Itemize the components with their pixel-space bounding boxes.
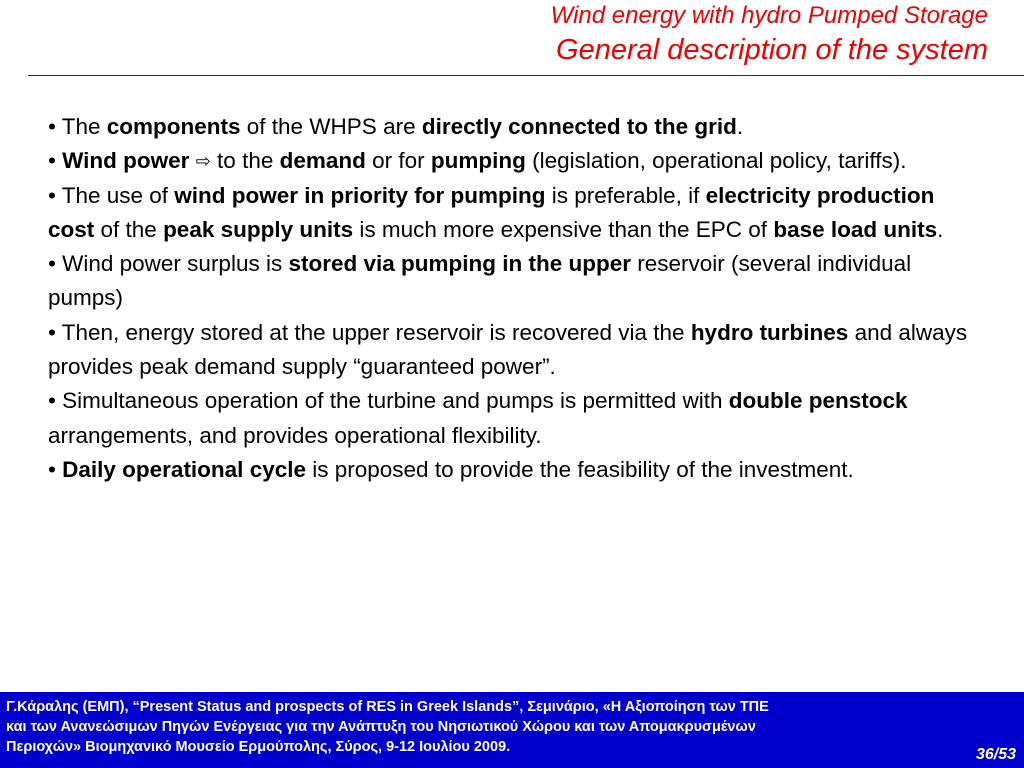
footer-citation: Γ.Κάραλης (ΕΜΠ), “Present Status and prospects of RES in Greek Islands”, Σεμινάριο, «Η Αξιοποίηση των ΤΠΕ και των Ανανεώσιμων Πηγών Ενέργειας για την Ανάπτυξη του Νησιωτικού Χώρου και των Απομακρυσμένων Περιοχών» Βιομηχανικό Μουσείο Ερμούπολης, Σύρος, 9-12 Ιουλίου 2009. (6, 699, 769, 755)
page-number: 36/53 (975, 746, 1016, 763)
footer-bar (0, 692, 1024, 768)
slide-header (551, 0, 988, 68)
arrow-right-icon: ⇨ (195, 151, 211, 172)
bullet-item: • Daily operational cycle is proposed to provide the feasibility of the investment. (48, 456, 854, 482)
bullet-item: • The use of wind power in priority for pumping is preferable, if electricity production cost of the peak supply units is much more expensive than the EPC of base load units. (48, 182, 944, 242)
bullet-item: • Then, energy stored at the upper reservoir is recovered via the hydro turbines and always provides peak demand supply “guaranteed power”. (48, 319, 968, 380)
bullet-item: • Wind power ⇨ to the demand or for pumping (legislation, operational policy, tariffs). (48, 144, 978, 178)
header-divider (28, 75, 1024, 76)
bullet-item: • Simultaneous operation of the turbine and pumps is permitted with double penstock arrangements, and provides operational flexibility. (48, 388, 908, 448)
bullet-list (48, 110, 978, 487)
slide-supertitle: Wind energy with hydro Pumped Storage (550, 2, 988, 29)
slide-title: General description of the system (556, 34, 988, 66)
bullet-item: • Wind power surplus is stored via pumping in the upper reservoir (several individual pumps) (48, 251, 912, 311)
bullet-item: • The components of the WHPS are directly connected to the grid. (48, 114, 744, 139)
